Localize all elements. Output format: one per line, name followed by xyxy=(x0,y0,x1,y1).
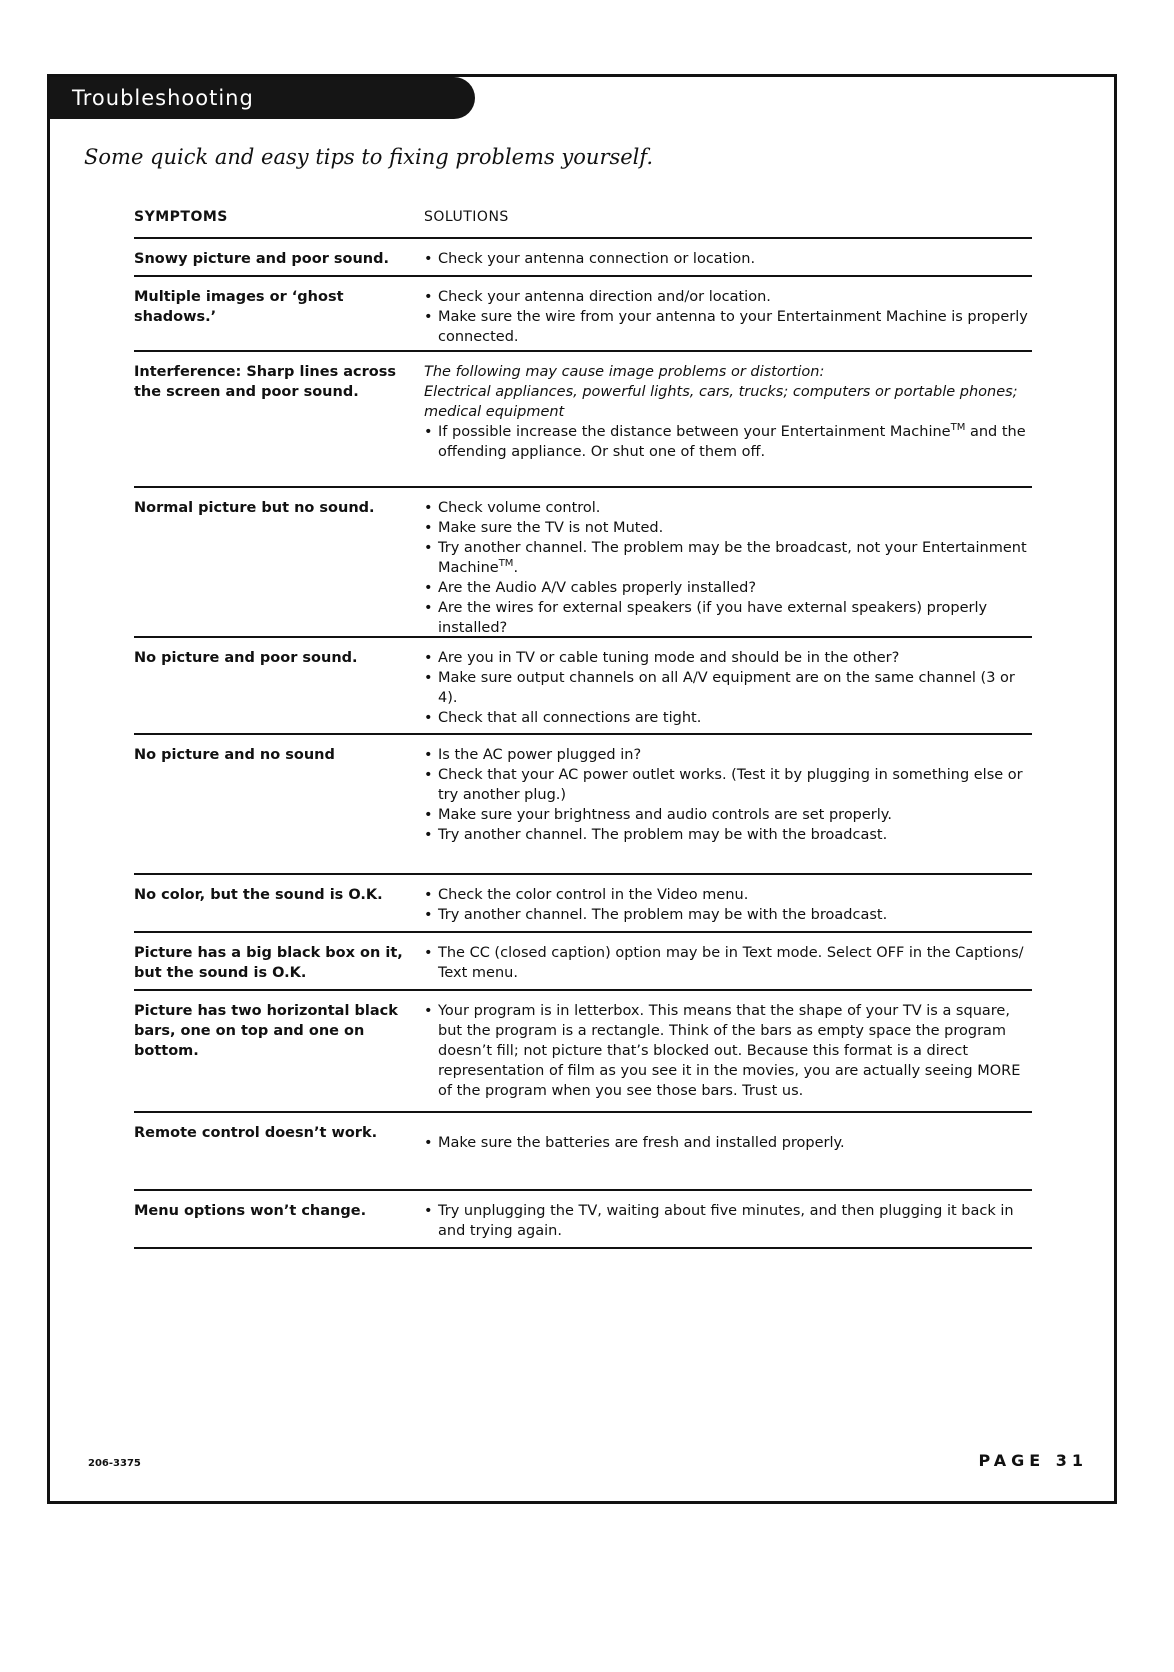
symptom-cell: Picture has two horizontal black bars, one on top and one on bottom. xyxy=(134,1003,398,1059)
interference-note: The following may cause image problems or distortion: xyxy=(424,364,825,380)
table-row xyxy=(134,638,1032,735)
page-subtitle: Some quick and easy tips to fixing problems yourself. xyxy=(84,145,654,169)
solutions-header: SOLUTIONS xyxy=(424,209,509,225)
table-header xyxy=(134,209,1032,239)
table-row xyxy=(134,277,1032,352)
trademark: TM xyxy=(950,422,966,434)
solution-item: • The CC (closed caption) option may be in Text mode. Select OFF in the Captions/ Text menu. xyxy=(424,943,1032,983)
symptom-cell: Snowy picture and poor sound. xyxy=(134,251,390,267)
table-row xyxy=(134,991,1032,1113)
section-tab: Troubleshooting xyxy=(50,77,475,119)
solution-item: • Check that all connections are tight. xyxy=(424,708,1032,728)
troubleshooting-table xyxy=(134,209,1032,1249)
symptom-cell: Normal picture but no sound. xyxy=(134,500,375,516)
solution-item: • Try unplugging the TV, waiting about five minutes, and then plugging it back in and trying again. xyxy=(424,1201,1032,1241)
table-row xyxy=(134,735,1032,875)
symptom-cell: Interference: Sharp lines across the screen and poor sound. xyxy=(134,364,397,400)
solution-cell xyxy=(424,885,1032,931)
table-row xyxy=(134,875,1032,933)
symptom-cell: Remote control doesn’t work. xyxy=(134,1125,378,1141)
solution-item: • Make sure the TV is not Muted. xyxy=(424,518,1032,538)
symptom-cell: No picture and no sound xyxy=(134,747,335,763)
table-row xyxy=(134,933,1032,991)
solution-cell xyxy=(424,1001,1032,1111)
solution-cell xyxy=(424,745,1032,873)
solution-cell xyxy=(424,362,1032,486)
solution-cell xyxy=(424,648,1032,733)
table-row xyxy=(134,488,1032,638)
symptom-cell: Multiple images or ‘ghost shadows.’ xyxy=(134,289,344,325)
interference-sources: Electrical appliances, powerful lights, cars, trucks; computers or portable phones; medical equipment xyxy=(424,384,1018,420)
solution-item: • Make sure your brightness and audio controls are set properly. xyxy=(424,805,1032,825)
solution-item: • Try another channel. The problem may be the broadcast, not your Entertainment Machine™. xyxy=(424,538,1032,578)
solution-item: • Check volume control. xyxy=(424,498,1032,518)
trademark: TM xyxy=(498,558,514,570)
solution-item: • Try another channel. The problem may be with the broadcast. xyxy=(424,905,1032,925)
solution-item: • Make sure the batteries are fresh and installed properly. xyxy=(424,1133,1032,1153)
solution-item: • Make sure output channels on all A/V equipment are on the same channel (3 or 4). xyxy=(424,668,1032,708)
solution-cell xyxy=(424,1201,1032,1247)
solution-item: • Try another channel. The problem may be with the broadcast. xyxy=(424,825,1032,845)
page-number: PAGE 31 xyxy=(978,1451,1088,1470)
solution-item: • Are you in TV or cable tuning mode and should be in the other? xyxy=(424,648,1032,668)
solution-item: • Check your antenna connection or location. xyxy=(424,249,1032,269)
solution-cell xyxy=(424,249,1032,275)
symptom-cell: Picture has a big black box on it, but the sound is O.K. xyxy=(134,945,403,981)
solution-cell xyxy=(424,287,1032,350)
table-row xyxy=(134,1113,1032,1191)
symptom-cell: Menu options won’t change. xyxy=(134,1203,367,1219)
solution-item: • Check that your AC power outlet works. (Test it by plugging in something else or try another plug.) xyxy=(424,765,1032,805)
symptom-cell: No color, but the sound is O.K. xyxy=(134,887,383,903)
table-row xyxy=(134,1191,1032,1249)
solution-item: • Are the wires for external speakers (if you have external speakers) properly installed? xyxy=(424,598,1032,638)
solution-cell xyxy=(424,943,1032,989)
solution-cell xyxy=(424,498,1032,636)
table-row xyxy=(134,352,1032,488)
solution-item: • Your program is in letterbox. This means that the shape of your TV is a square, but the program is a rectangle. Think of the bars as empty space the program doesn’t fill; not picture that’s blocked out. Because this format is a direct representation of film as you see it in the movies, you are actually seeing MORE of the program when you see those bars. Trust us. xyxy=(424,1001,1032,1101)
page-frame xyxy=(47,74,1117,1504)
solution-item: • Is the AC power plugged in? xyxy=(424,745,1032,765)
symptoms-header: SYMPTOMS xyxy=(134,209,228,225)
solution-item: • Are the Audio A/V cables properly installed? xyxy=(424,578,1032,598)
document-code: 206-3375 xyxy=(88,1458,141,1469)
solution-item: • Check the color control in the Video menu. xyxy=(424,885,1032,905)
solution-cell xyxy=(424,1123,1032,1189)
solution-item: • If possible increase the distance between your Entertainment Machine™ and the offending appliance. Or shut one of them off. xyxy=(424,422,1032,462)
table-row xyxy=(134,239,1032,277)
solution-item: • Check your antenna direction and/or location. xyxy=(424,287,1032,307)
symptom-cell: No picture and poor sound. xyxy=(134,650,358,666)
solution-item: • Make sure the wire from your antenna to your Entertainment Machine is properly connected. xyxy=(424,307,1032,347)
